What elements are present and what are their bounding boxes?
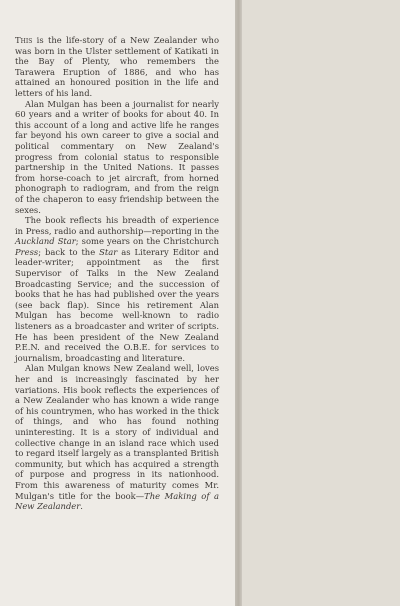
paragraph-4 [15,363,219,511]
italic-title: Press [15,246,39,257]
lead-word: This [15,35,33,45]
text-run: The book reflects his breadth of experience in Press, radio and authorship—reporting in the [15,215,219,236]
cover-board [242,0,400,606]
paragraph-3 [15,215,219,363]
text-run: Alan Mulgan knows New Zealand well, loves her and is increasingly fascinated by her variations. His book reflects the experiences of a New Zealander who has known a wide range of his countrymen, who has worked in the thick of things, and who has found nothing uninteresting. It is a story of individual and collective change in an island race which used to regard itself largely as a transplanted British community, but which has acquired a strength of purpose and progress in its nationhood. From this awareness of maturity comes Mr. Mulgan's title for the book— [15,363,219,501]
italic-title: Star [99,246,118,257]
text-run: as Literary Editor and leader-writer; appointment as the first Supervisor of Talks in the New Zealand Broadcasting Service; and the succession of books that he has had published over the years (see back flap). Since his retirement Alan Mulgan has become well-known to radio listeners as a broadcaster and writer of scripts. He has been president of the New Zealand P.E.N. and received the O.B.E. for services to journalism, broadcasting and literature. [15,246,220,363]
text-run: . [80,501,83,512]
paragraph-2 [15,99,219,216]
italic-title: Auckland Star [15,236,76,247]
italic-title: The Making of a New Zealander [15,490,219,512]
text-run: ; back to the [38,246,100,257]
blurb-text [15,35,219,512]
paragraph-1 [15,35,219,99]
text-run: ; some years on the Christchurch [75,236,219,247]
text-run: Alan Mulgan has been a journalist for nearly 60 years and a writer of books for about 40. In this account of a long and active life he ranges far beyond his own career to give a social and political commentary on New Zealand's progress from colonial status to responsible partnership in the United Nations. It passes from horse-coach to jet aircraft, from horned phonograph to radiogram, and from the reign of the chaperon to easy friendship between the sexes. [15,98,219,215]
fold-gutter [235,0,242,606]
text-run: is the life-story of a New Zealander who was born in the Ulster settlement of Katikati in the Bay of Plenty, who remembers the Tarawera Eruption of 1886, and who has attained an honoured position in the life and letters of his land. [15,35,219,98]
